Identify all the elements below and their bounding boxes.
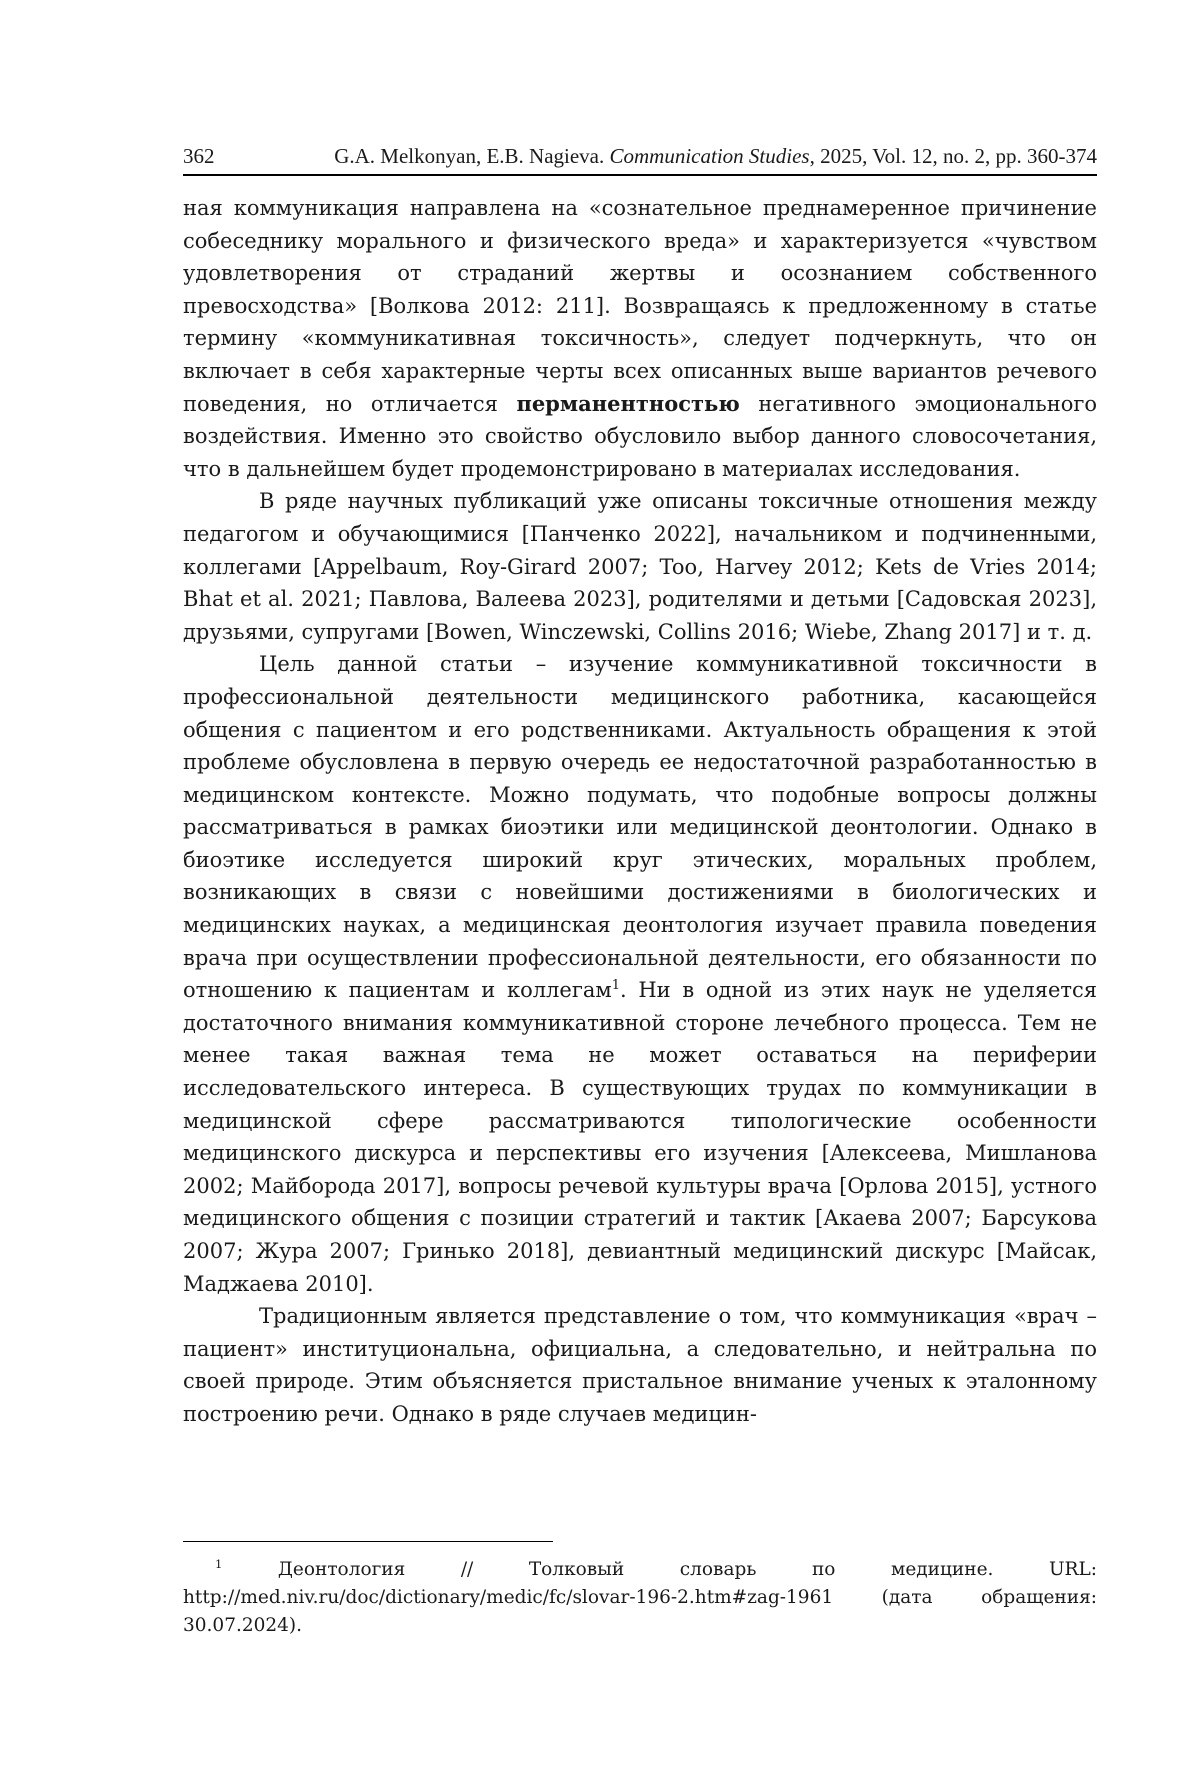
paragraph-2: В ряде научных публикаций уже описаны токсичные отношения между педагогом и обучающимися [Панченко 2022], начальником и подчиненными, коллегами [Appelbaum, Roy-Girard 2007; Too, Harvey 2012; Kets de Vries 2014; Bhat et al. 2021; Павлова, Валеева 2023], родителями и детьми [Садовская 2023], друзьями, супругами [Bowen, Winczewski, Collins 2016; Wiebe, Zhang 2017] и т. д. — [183, 489, 1097, 644]
footnote-marker: 1 — [215, 1556, 223, 1571]
header-citation: , 2025, Vol. 12, no. 2, pp. 360-374 — [809, 144, 1097, 168]
paragraph-1-text-b: негативного эмоционального воздействия. Именно это свойство обусловило выбор данного словосочетания, что в дальнейшем будет продемонстрировано в материалах исследования. — [183, 391, 1097, 481]
emphasis-term: перманентностью — [516, 390, 740, 416]
article-body — [183, 192, 1097, 1431]
paragraph-1 — [183, 192, 1097, 485]
footnote-1 — [183, 1556, 1097, 1640]
page-number: 362 — [183, 144, 215, 168]
paragraph-3-text-b: . Ни в одной из этих наук не уделяется достаточного внимания коммуникативной стороне лечебного процесса. Тем не менее такая важная тема не может оставаться на периферии исследовательского интереса. В существующих трудах по коммуникации в медицинской сфере рассматриваются типологические особенности медицинского дискурса и перспективы его изучения [Алексеева, Мишланова 2002; Майборода 2017], вопросы речевой культуры врача [Орлова 2015], устного медицинского общения с позиции стратегий и тактик [Акаева 2007; Барсукова 2007; Жура 2007; Гринько 2018], девиантный медицинский дискурс [Майсак, Маджаева 2010]. — [183, 978, 1097, 1296]
paragraph-4: Традиционным является представление о том, что коммуникация «врач – пациент» институциональна, официальна, а следовательно, и нейтральна по своей природе. Этим объясняется пристальное внимание ученых к эталонному построению речи. Однако в ряде случаев медицин- — [183, 1304, 1097, 1426]
header-journal: Communication Studies — [609, 144, 810, 168]
paragraph-1-text-a: ная коммуникация направлена на «сознательное преднамеренное причинение собеседнику морального и физического вреда» и характеризуется «чувством удовлетворения от страданий жертвы и осознанием собственного превосходства» [Волкова 2012: 211]. Возвращаясь к предложенному в статье термину «коммуникативная токсичность», следует подчеркнуть, что он включает в себя характерные черты всех описанных выше вариантов речевого поведения, но отличается — [183, 196, 1097, 416]
footnote-separator — [183, 1541, 553, 1542]
footnote-text: Деонтология // Толковый словарь по медицине. URL: http://med.niv.ru/doc/dictionary/medic/fc/slovar-196-2.htm#zag-1961 (дата обращения: 30.07.2024). — [183, 1559, 1097, 1636]
paragraph-3-text-a: Цель данной статьи – изучение коммуникативной токсичности в профессиональной деятельности медицинского работника, касающейся общения с пациентом и его родственниками. Актуальность обращения к этой проблеме обусловлена в первую очередь ее недостаточной разработанностью в медицинском контексте. Можно подумать, что подобные вопросы должны рассматриваться в рамках биоэтики или медицинской деонтологии. Однако в биоэтике исследуется широкий круг этических, моральных проблем, возникающих в связи с новейшими достижениями в биологических и медицинских науках, а медицинская деонтология изучает правила поведения врача при осуществлении профессиональной деятельности, его обязанности по отношению к пациентам и коллегам — [183, 652, 1097, 1003]
paragraph-3 — [183, 648, 1097, 1300]
footnote-reference[interactable]: 1 — [611, 978, 620, 994]
running-head-citation — [334, 144, 1097, 169]
header-authors: G.A. Melkonyan, E.B. Nagieva. — [334, 144, 605, 168]
running-header — [183, 140, 1097, 176]
footnote — [183, 1556, 1097, 1640]
